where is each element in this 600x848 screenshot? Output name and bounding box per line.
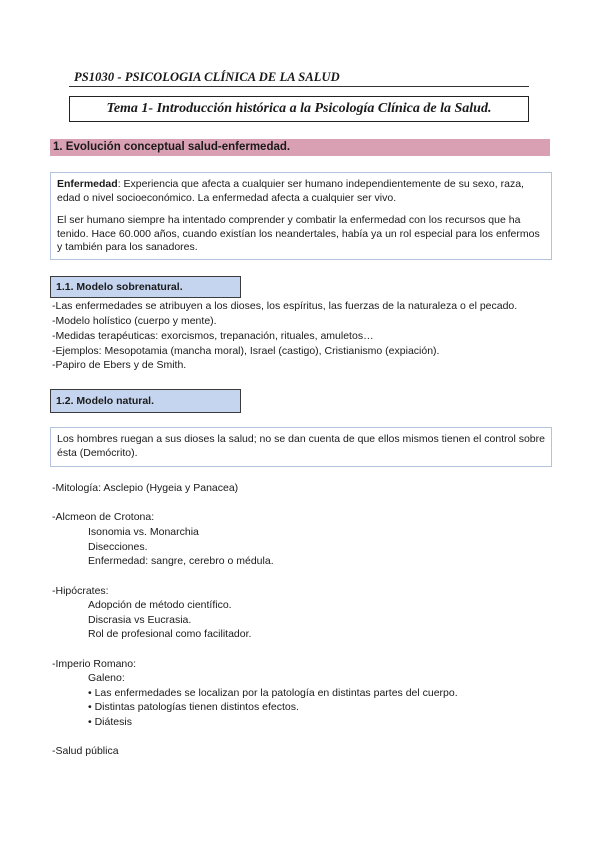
bullet-item: • Las enfermedades se localizan por la patología en distintas partes del cuerpo. xyxy=(88,687,458,699)
course-title-underline xyxy=(69,86,529,87)
hippocrates-heading: -Hipócrates: xyxy=(52,585,109,597)
bullet-item: • Distintas patologías tienen distintos efectos. xyxy=(88,701,299,713)
list-item: Discrasia vs Eucrasia. xyxy=(88,614,192,626)
list-item: Enfermedad: sangre, cerebro o médula. xyxy=(88,555,274,567)
list-item: Disecciones. xyxy=(88,541,148,553)
subsection-heading-natural: 1.2. Modelo natural. xyxy=(50,389,241,413)
definition-box xyxy=(50,172,552,260)
mythology-line: -Mitología: Asclepio (Hygeia y Panacea) xyxy=(52,482,239,494)
list-item: -Ejemplos: Mesopotamia (mancha moral), Israel (castigo), Cristianismo (expiación). xyxy=(52,345,440,357)
list-item: Isonomia vs. Monarchia xyxy=(88,526,199,538)
roman-empire-heading: -Imperio Romano: xyxy=(52,658,137,670)
list-item: -Medidas terapéuticas: exorcismos, trepanación, rituales, amuletos… xyxy=(52,330,374,342)
list-item: -Papiro de Ebers y de Smith. xyxy=(52,359,187,371)
subsection-heading-supernatural: 1.1. Modelo sobrenatural. xyxy=(50,276,241,298)
list-item: -Modelo holístico (cuerpo y mente). xyxy=(52,315,217,327)
section-heading: 1. Evolución conceptual salud-enfermedad. xyxy=(50,139,550,156)
list-item: Rol de profesional como facilitador. xyxy=(88,628,252,640)
bullet-item: • Diátesis xyxy=(88,716,132,728)
definition-text: : Experiencia que afecta a cualquier ser humano independientemente de su sexo, raza, edad o nivel socioeconómico. La enfermedad afecta a cualquier ser vivo. xyxy=(57,178,524,204)
public-health-line: -Salud pública xyxy=(52,745,119,757)
alcmeon-heading: -Alcmeon de Crotona: xyxy=(52,511,155,523)
list-item: Adopción de método científico. xyxy=(88,599,232,611)
topic-title: Tema 1- Introducción histórica a la Psicología Clínica de la Salud. xyxy=(69,96,529,122)
definition-paragraph xyxy=(57,178,545,205)
course-title: PS1030 - PSICOLOGIA CLÍNICA DE LA SALUD xyxy=(74,70,340,84)
definition-term: Enfermedad xyxy=(57,178,118,190)
list-item: -Las enfermedades se atribuyen a los dioses, los espíritus, las fuerzas de la naturaleza o el pecado. xyxy=(52,300,518,312)
history-paragraph: El ser humano siempre ha intentado comprender y combatir la enfermedad con los recursos que ha tenido. Hace 60.000 años, cuando existían los neandertales, había ya un rol especial para los enfermos y también para los sanadores. xyxy=(57,214,540,253)
democritus-quote: Los hombres ruegan a sus dioses la salud; no se dan cuenta de que ellos mismos tienen el control sobre ésta (Demócrito). xyxy=(57,433,545,459)
quote-box xyxy=(50,427,552,467)
galen-heading: Galeno: xyxy=(88,672,125,684)
